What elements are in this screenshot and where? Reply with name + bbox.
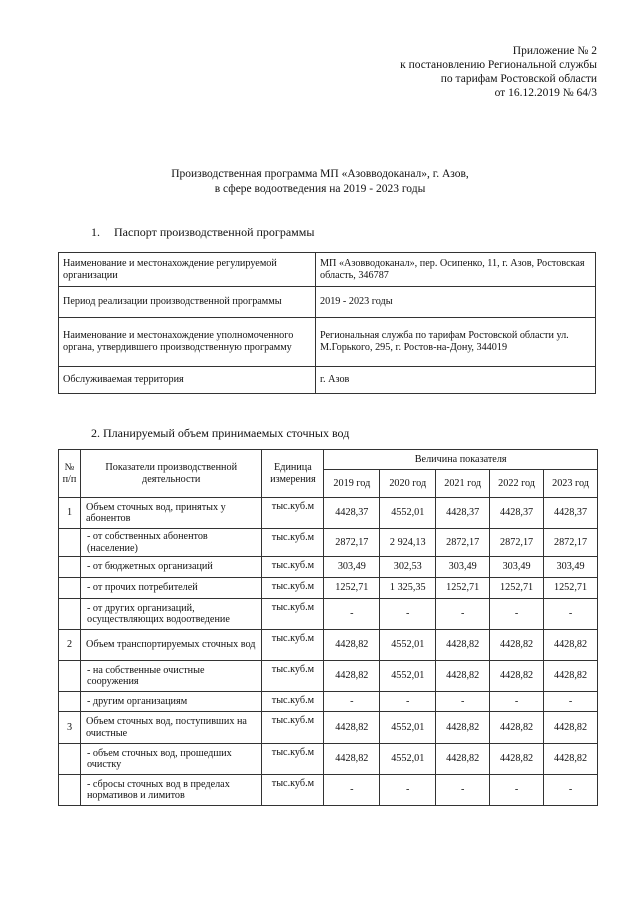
row-value: - bbox=[380, 775, 436, 806]
row-unit: тыс.куб.м bbox=[262, 529, 324, 557]
section-1-number: 1. bbox=[91, 225, 100, 239]
row-value: 303,49 bbox=[436, 557, 490, 578]
header-year: 2019 год bbox=[324, 470, 380, 498]
table-row bbox=[59, 661, 598, 692]
table-row bbox=[59, 775, 598, 806]
row-indicator: - от бюджетных организаций bbox=[80, 557, 261, 578]
row-value: 4428,82 bbox=[324, 630, 380, 661]
header-value-group: Величина показателя bbox=[324, 450, 598, 470]
row-value: - bbox=[324, 775, 380, 806]
row-number bbox=[59, 661, 81, 692]
header-indicator: Показатели производственной деятельности bbox=[80, 450, 261, 498]
row-value: 4428,37 bbox=[324, 498, 380, 529]
header-row bbox=[59, 450, 598, 470]
row-value: 4428,82 bbox=[544, 661, 598, 692]
row-value: - bbox=[380, 599, 436, 630]
row-value: 2872,17 bbox=[324, 529, 380, 557]
row-indicator: Объем транспортируемых сточных вод bbox=[80, 630, 261, 661]
row-value: - bbox=[490, 692, 544, 712]
section-2-heading: 2. Планируемый объем принимаемых сточных вод bbox=[91, 426, 350, 440]
row-value: 4428,82 bbox=[324, 712, 380, 744]
row-unit: тыс.куб.м bbox=[262, 692, 324, 712]
passport-label: Период реализации производственной программы bbox=[59, 287, 316, 318]
document-title bbox=[0, 167, 640, 196]
row-value: 1252,71 bbox=[490, 578, 544, 599]
row-value: 2872,17 bbox=[544, 529, 598, 557]
table-row bbox=[59, 692, 598, 712]
passport-label: Наименование и местонахождение регулируемой организации bbox=[59, 253, 316, 287]
passport-row bbox=[59, 253, 596, 287]
row-value: 4428,82 bbox=[544, 712, 598, 744]
annex-line-4: от 16.12.2019 № 64/3 bbox=[494, 87, 597, 99]
row-value: 4428,82 bbox=[436, 744, 490, 775]
row-unit: тыс.куб.м bbox=[262, 498, 324, 529]
row-indicator: - от прочих потребителей bbox=[80, 578, 261, 599]
row-value: 4428,82 bbox=[324, 744, 380, 775]
row-unit: тыс.куб.м bbox=[262, 661, 324, 692]
row-indicator: Объем сточных вод, принятых у абонентов bbox=[80, 498, 261, 529]
passport-label: Обслуживаемая территория bbox=[59, 367, 316, 394]
volume-table bbox=[58, 449, 598, 806]
row-value: 1252,71 bbox=[436, 578, 490, 599]
row-value: 1 325,35 bbox=[380, 578, 436, 599]
row-unit: тыс.куб.м bbox=[262, 775, 324, 806]
title-line-2: в сфере водоотведения на 2019 - 2023 годы bbox=[214, 182, 426, 195]
row-value: 2 924,13 bbox=[380, 529, 436, 557]
row-value: 4428,82 bbox=[490, 744, 544, 775]
row-value: - bbox=[544, 599, 598, 630]
row-indicator: Объем сточных вод, поступивших на очистные bbox=[80, 712, 261, 744]
row-value: 2872,17 bbox=[490, 529, 544, 557]
row-value: - bbox=[324, 692, 380, 712]
row-value: 4428,82 bbox=[544, 744, 598, 775]
row-indicator: - от других организаций, осуществляющих водоотведение bbox=[80, 599, 261, 630]
header-year: 2023 год bbox=[544, 470, 598, 498]
header-year: 2022 год bbox=[490, 470, 544, 498]
row-value: 302,53 bbox=[380, 557, 436, 578]
row-value: 4428,82 bbox=[490, 630, 544, 661]
row-value: - bbox=[436, 692, 490, 712]
row-value: 4428,82 bbox=[436, 712, 490, 744]
row-value: 4428,82 bbox=[324, 661, 380, 692]
row-number bbox=[59, 744, 81, 775]
row-value: 4428,82 bbox=[490, 661, 544, 692]
table-row bbox=[59, 529, 598, 557]
row-indicator: - от собственных абонентов (население) bbox=[80, 529, 261, 557]
passport-row bbox=[59, 318, 596, 367]
header-num: № п/п bbox=[59, 450, 81, 498]
annex-header bbox=[400, 44, 597, 100]
section-1-title: Паспорт производственной программы bbox=[114, 225, 315, 239]
row-value: 4552,01 bbox=[380, 744, 436, 775]
table-row bbox=[59, 498, 598, 529]
header-unit: Единица измерения bbox=[262, 450, 324, 498]
row-number bbox=[59, 578, 81, 599]
row-indicator: - объем сточных вод, прошедших очистку bbox=[80, 744, 261, 775]
header-year: 2020 год bbox=[380, 470, 436, 498]
row-value: - bbox=[544, 775, 598, 806]
row-value: 4428,37 bbox=[490, 498, 544, 529]
row-value: - bbox=[436, 775, 490, 806]
passport-value: 2019 - 2023 годы bbox=[316, 287, 596, 318]
section-1-heading bbox=[91, 225, 314, 240]
row-value: 4552,01 bbox=[380, 712, 436, 744]
table-row bbox=[59, 712, 598, 744]
row-indicator: - другим организациям bbox=[80, 692, 261, 712]
row-indicator: - на собственные очистные сооружения bbox=[80, 661, 261, 692]
row-number: 1 bbox=[59, 498, 81, 529]
row-value: 4428,37 bbox=[544, 498, 598, 529]
row-value: - bbox=[490, 599, 544, 630]
annex-line-1: Приложение № 2 bbox=[512, 45, 597, 57]
row-value: 1252,71 bbox=[544, 578, 598, 599]
row-unit: тыс.куб.м bbox=[262, 744, 324, 775]
passport-value: Региональная служба по тарифам Ростовской области ул. М.Горького, 295, г. Ростов-на-Дону, 344019 bbox=[316, 318, 596, 367]
row-unit: тыс.куб.м bbox=[262, 712, 324, 744]
passport-value: г. Азов bbox=[316, 367, 596, 394]
row-value: 4552,01 bbox=[380, 661, 436, 692]
row-value: 4428,82 bbox=[490, 712, 544, 744]
volume-table-body bbox=[59, 498, 598, 806]
passport-table bbox=[58, 252, 596, 394]
row-number bbox=[59, 529, 81, 557]
header-year: 2021 год bbox=[436, 470, 490, 498]
row-value: - bbox=[544, 692, 598, 712]
table-row bbox=[59, 578, 598, 599]
row-value: 4428,37 bbox=[436, 498, 490, 529]
title-line-1: Производственная программа МП «Азовводоканал», г. Азов, bbox=[171, 168, 469, 180]
row-value: 4428,82 bbox=[436, 630, 490, 661]
row-value: 4428,82 bbox=[436, 661, 490, 692]
row-indicator: - сбросы сточных вод в пределах нормативов и лимитов bbox=[80, 775, 261, 806]
passport-label: Наименование и местонахождение уполномоченного органа, утвердившего производственную программу bbox=[59, 318, 316, 367]
table-row bbox=[59, 599, 598, 630]
row-unit: тыс.куб.м bbox=[262, 630, 324, 661]
row-unit: тыс.куб.м bbox=[262, 557, 324, 578]
row-number bbox=[59, 599, 81, 630]
row-value: 303,49 bbox=[324, 557, 380, 578]
passport-row bbox=[59, 367, 596, 394]
row-value: - bbox=[380, 692, 436, 712]
passport-row bbox=[59, 287, 596, 318]
row-unit: тыс.куб.м bbox=[262, 578, 324, 599]
row-number bbox=[59, 692, 81, 712]
table-row bbox=[59, 630, 598, 661]
row-value: - bbox=[324, 599, 380, 630]
row-number bbox=[59, 557, 81, 578]
passport-value: МП «Азовводоканал», пер. Осипенко, 11, г. Азов, Ростовская область, 346787 bbox=[316, 253, 596, 287]
row-value: 303,49 bbox=[490, 557, 544, 578]
row-number: 2 bbox=[59, 630, 81, 661]
table-row bbox=[59, 744, 598, 775]
row-value: 4428,82 bbox=[544, 630, 598, 661]
row-value: 303,49 bbox=[544, 557, 598, 578]
row-unit: тыс.куб.м bbox=[262, 599, 324, 630]
annex-line-2: к постановлению Региональной службы bbox=[400, 59, 597, 71]
row-value: - bbox=[490, 775, 544, 806]
row-value: 1252,71 bbox=[324, 578, 380, 599]
row-number bbox=[59, 775, 81, 806]
row-value: 4552,01 bbox=[380, 498, 436, 529]
row-value: 2872,17 bbox=[436, 529, 490, 557]
row-number: 3 bbox=[59, 712, 81, 744]
annex-line-3: по тарифам Ростовской области bbox=[440, 73, 597, 85]
row-value: 4552,01 bbox=[380, 630, 436, 661]
table-row bbox=[59, 557, 598, 578]
row-value: - bbox=[436, 599, 490, 630]
